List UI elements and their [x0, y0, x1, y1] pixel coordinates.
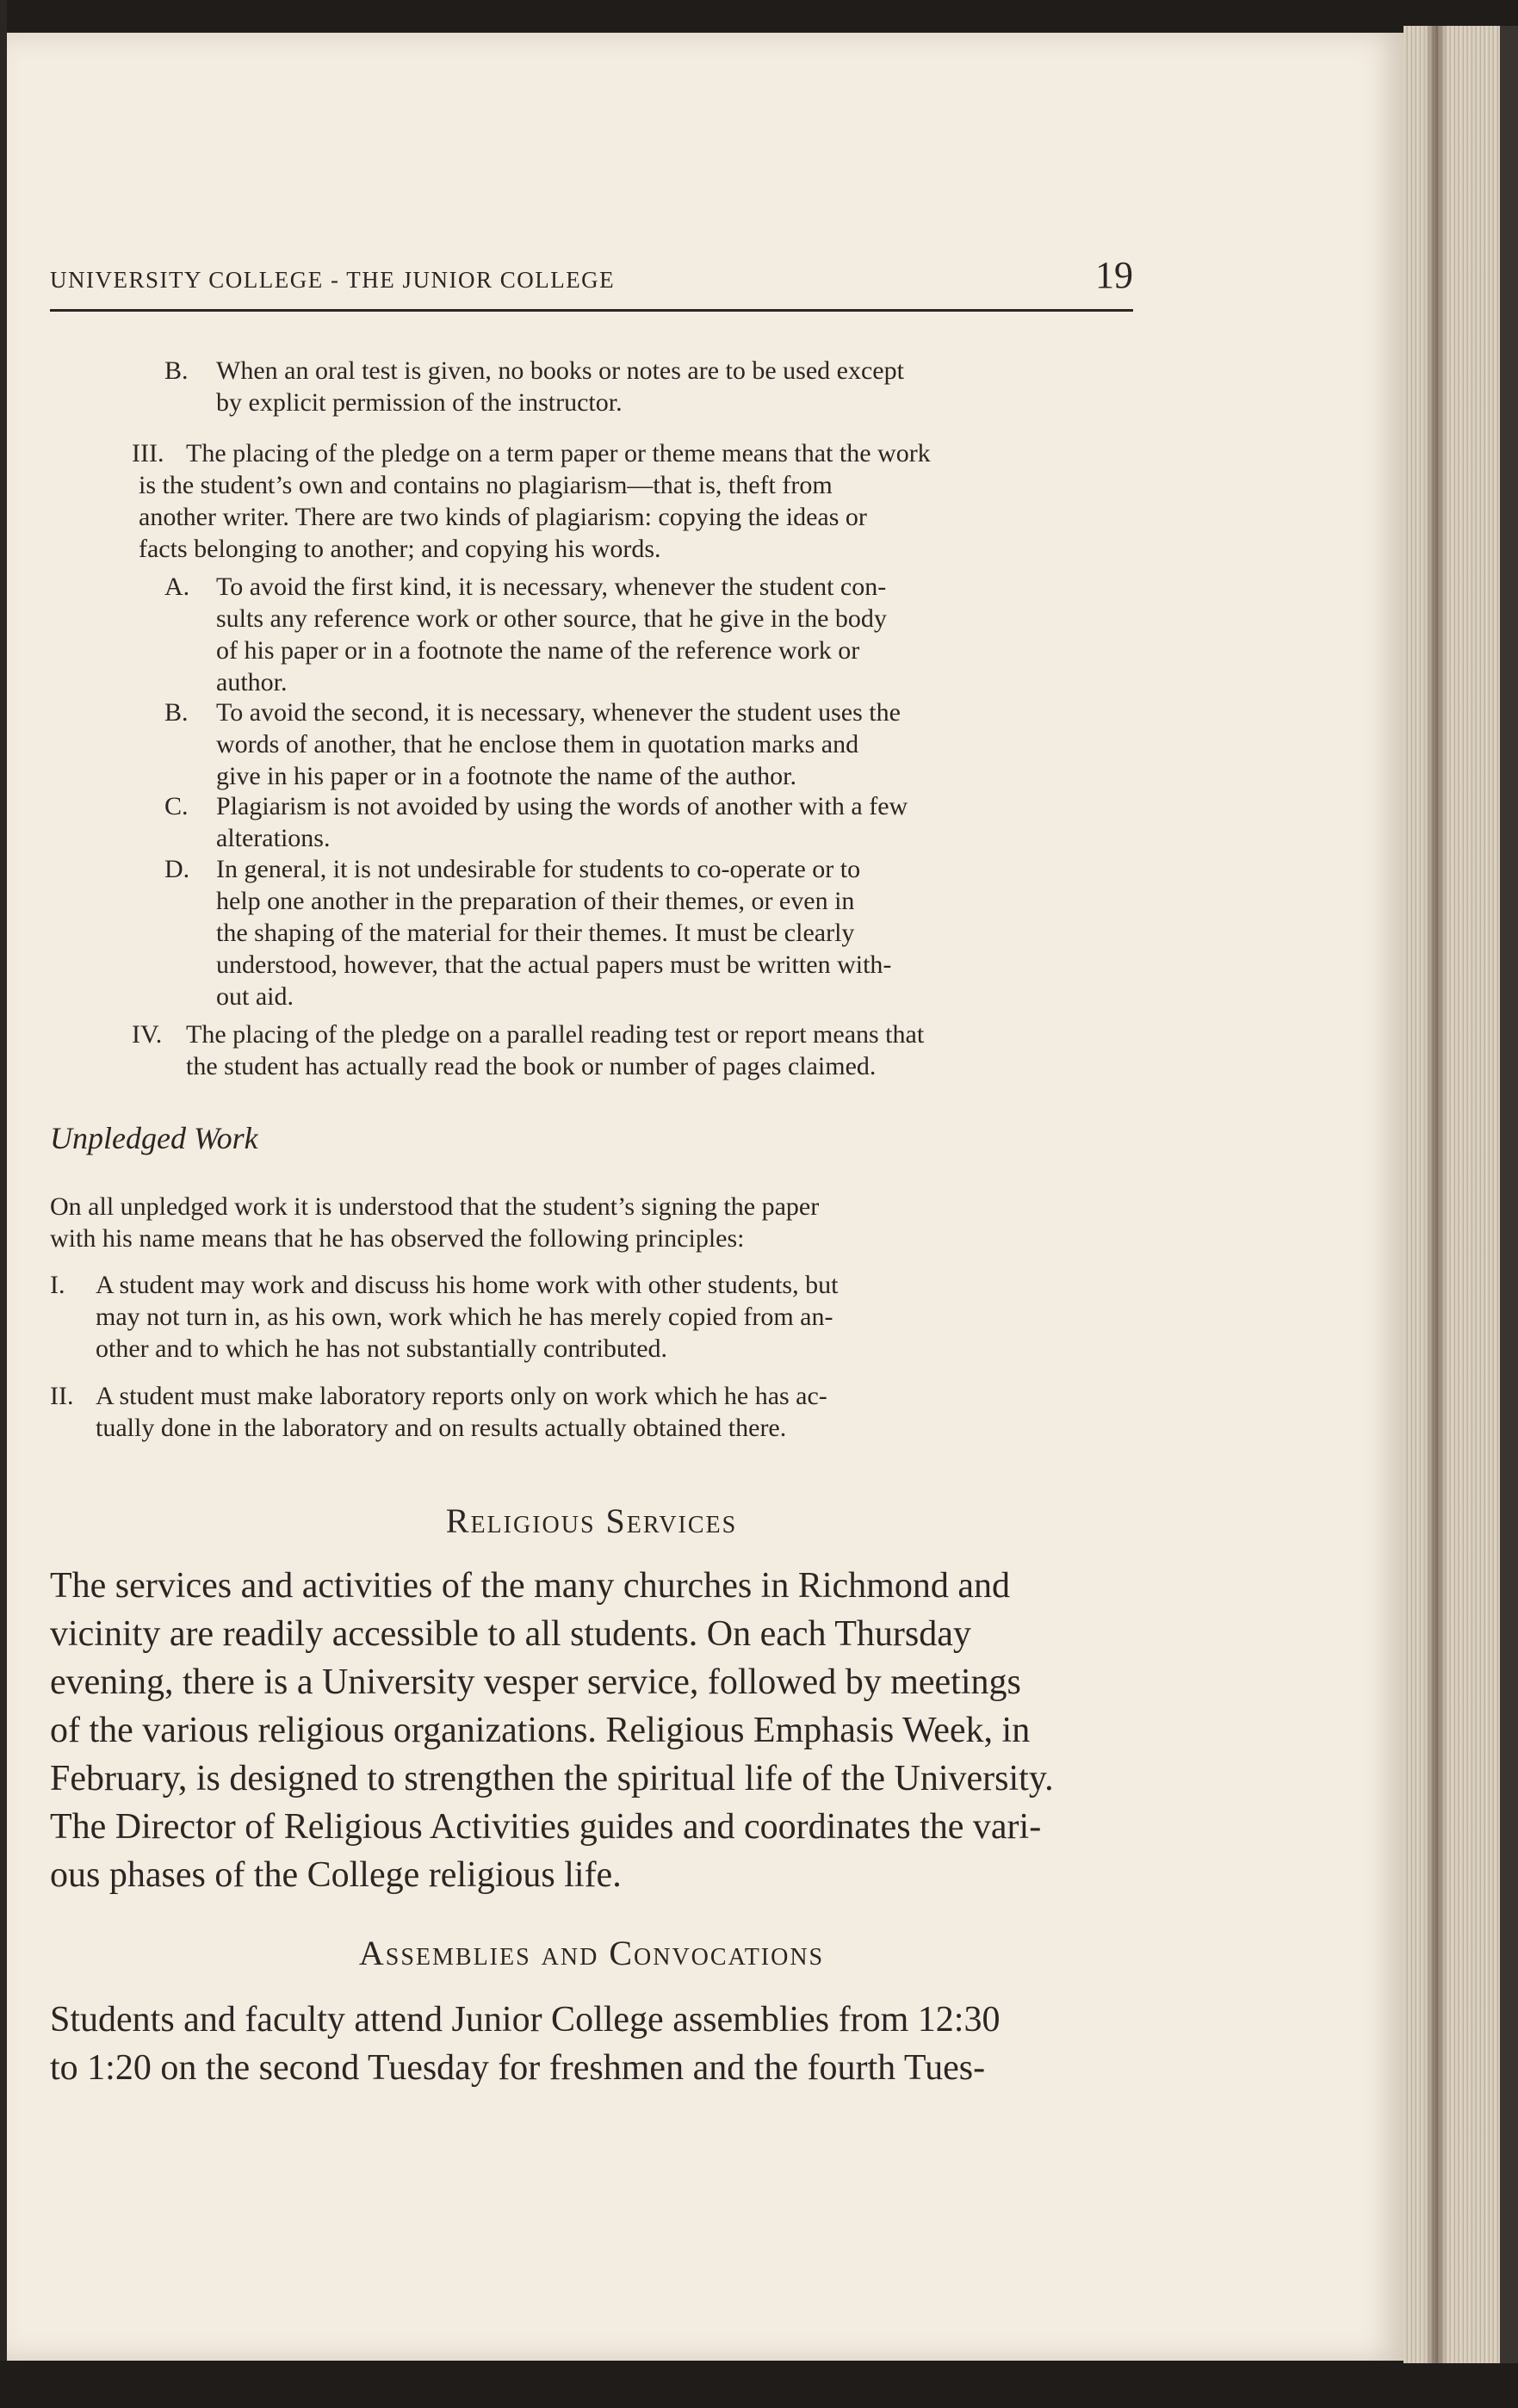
sub-item-a-line: sults any reference work or other source, that he give in the body: [216, 604, 887, 633]
item-b-line: by explicit permission of the instructor.: [216, 388, 623, 417]
unpledged-item-i-line: other and to which he has not substantially contributed.: [96, 1334, 668, 1363]
item-b-line: When an oral test is given, no books or notes are to be used except: [216, 356, 904, 385]
sub-item-d-label: D.: [164, 855, 190, 883]
sub-item-a-label: A.: [164, 573, 190, 601]
religious-line: The Director of Religious Activities guides and coordinates the vari-: [50, 1807, 1042, 1847]
sub-item-d-line: out aid.: [216, 982, 294, 1011]
religious-line: February, is designed to strengthen the spiritual life of the University.: [50, 1759, 1054, 1798]
assemblies-heading: Assemblies and Convocations: [358, 1934, 825, 1972]
sub-item-a-line: author.: [216, 668, 288, 696]
religious-line: vicinity are readily accessible to all students. On each Thursday: [50, 1614, 971, 1654]
religious-line: The services and activities of the many churches in Richmond and: [50, 1566, 1010, 1606]
scan-left-border: [0, 0, 7, 2408]
item-iii-line: facts belonging to another; and copying his words.: [139, 535, 661, 563]
unpledged-item-i-line: may not turn in, as his own, work which he has merely copied from an-: [96, 1303, 833, 1331]
unpledged-item-i-label: I.: [50, 1271, 65, 1299]
scan-top-border: [0, 0, 1518, 33]
item-iii-label: III.: [132, 439, 164, 467]
sub-item-d-line: the shaping of the material for their themes. It must be clearly: [216, 919, 855, 947]
sub-item-c-label: C.: [164, 792, 189, 820]
page-number: 19: [1095, 254, 1133, 296]
religious-line: evening, there is a University vesper service, followed by meetings: [50, 1662, 1021, 1702]
unpledged-item-ii-line: tually done in the laboratory and on results actually obtained there.: [96, 1414, 787, 1442]
unpledged-intro-line: with his name means that he has observed the following principles:: [50, 1224, 745, 1253]
page-edge-shadow: [1425, 26, 1447, 2363]
unpledged-item-ii-line: A student must make laboratory reports only on work which he has ac-: [96, 1382, 827, 1410]
sub-item-b-line: To avoid the second, it is necessary, whenever the student uses the: [216, 698, 901, 727]
religious-services-heading: Religious Services: [445, 1501, 738, 1540]
sub-item-a-line: of his paper or in a footnote the name of the reference work or: [216, 636, 860, 665]
item-b-label: B.: [164, 356, 189, 385]
item-iv-line: the student has actually read the book or number of pages claimed.: [186, 1052, 877, 1080]
sub-item-b-line: give in his paper or in a footnote the name of the author.: [216, 762, 796, 790]
item-iii-line: The placing of the pledge on a term paper or theme means that the work: [186, 439, 931, 467]
scan-bottom-border: [0, 2361, 1518, 2408]
header-rule: [50, 309, 1133, 312]
item-iii-line: another writer. There are two kinds of plagiarism: copying the ideas or: [139, 503, 867, 531]
assemblies-line: Students and faculty attend Junior College assemblies from 12:30: [50, 2000, 1001, 2040]
running-head: UNIVERSITY COLLEGE - THE JUNIOR COLLEGE: [50, 267, 616, 293]
unpledged-heading: Unpledged Work: [50, 1121, 258, 1155]
book-page: [7, 33, 1403, 2361]
sub-item-d-line: help one another in the preparation of their themes, or even in: [216, 887, 855, 915]
book-cover-edge: [1500, 26, 1518, 2363]
sub-item-a-line: To avoid the first kind, it is necessary, whenever the student con-: [216, 573, 887, 601]
sub-item-b-line: words of another, that he enclose them in quotation marks and: [216, 730, 859, 758]
religious-line: ous phases of the College religious life.: [50, 1855, 622, 1895]
item-iii-line: is the student’s own and contains no plagiarism—that is, theft from: [139, 471, 833, 499]
item-iv-line: The placing of the pledge on a parallel reading test or report means that: [186, 1020, 925, 1049]
book-page-edges: [1403, 26, 1500, 2363]
sub-item-c-line: Plagiarism is not avoided by using the words of another with a few: [216, 792, 908, 820]
sub-item-c-line: alterations.: [216, 824, 331, 852]
religious-line: of the various religious organizations. Religious Emphasis Week, in: [50, 1711, 1031, 1750]
sub-item-d-line: understood, however, that the actual papers must be written with-: [216, 950, 892, 979]
unpledged-intro-line: On all unpledged work it is understood that the student’s signing the paper: [50, 1192, 820, 1221]
assemblies-line: to 1:20 on the second Tuesday for freshmen and the fourth Tues-: [50, 2048, 986, 2088]
sub-item-d-line: In general, it is not undesirable for students to co-operate or to: [216, 855, 861, 883]
unpledged-item-ii-label: II.: [50, 1382, 74, 1410]
item-iv-label: IV.: [132, 1020, 163, 1049]
unpledged-item-i-line: A student may work and discuss his home work with other students, but: [96, 1271, 839, 1299]
sub-item-b-label: B.: [164, 698, 189, 727]
